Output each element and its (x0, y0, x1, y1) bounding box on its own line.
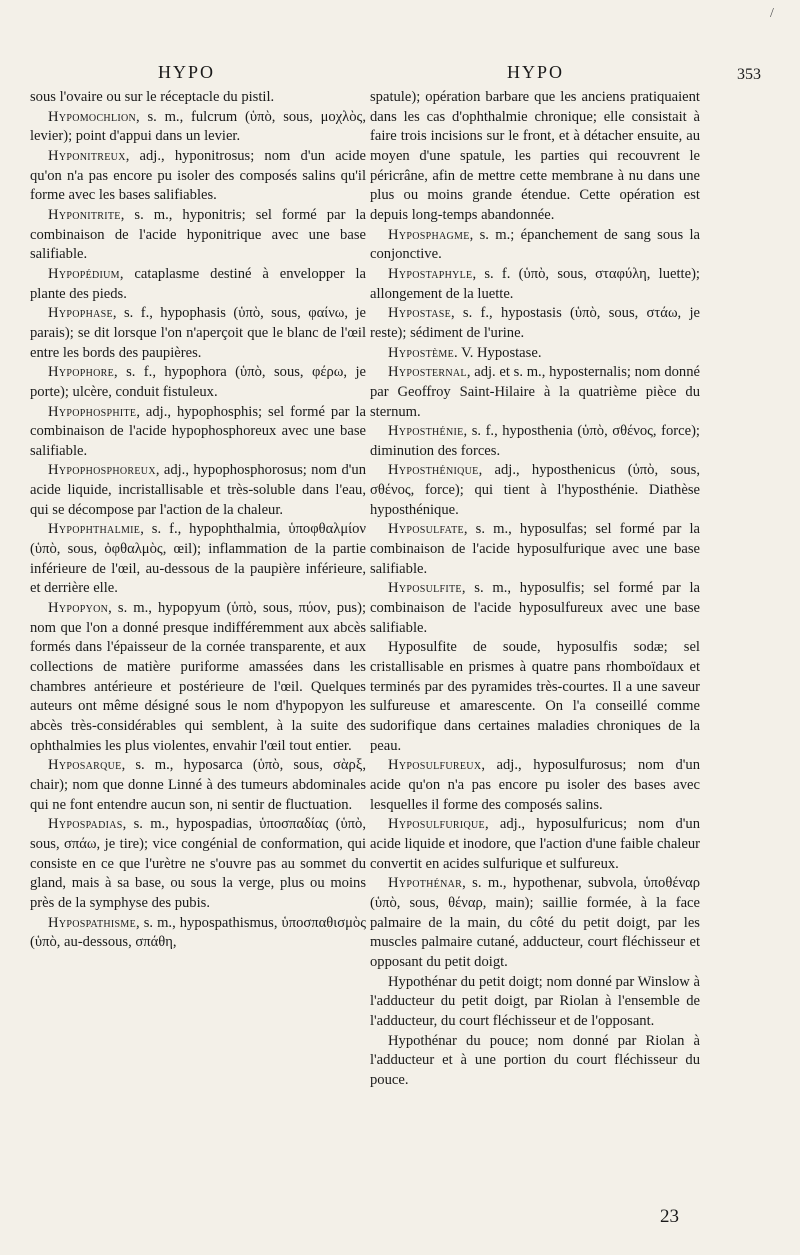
entry-text: sous l'ovaire ou sur le réceptacle du pistil. (30, 89, 275, 105)
dictionary-entry (370, 874, 700, 972)
dictionary-entry (370, 815, 700, 874)
dictionary-entry (30, 265, 366, 304)
entry-text: , s. m., hyposarca (ὑπὸ, sous, σὰρξ, chair); nom que donne Linné à des tumeurs abdominales qui ne font entendre aucun son, ni sentir de fluctuation. (30, 757, 366, 813)
entry-text: , s. f., hypophasis (ὑπὸ, sous, φαίνω, je parais); se dit lorsque l'on n'aperçoit que le blanc de l'œil entre les bords des paupières. (30, 305, 366, 361)
entry-text: , adj., hyposulfuricus; nom d'un acide liquide et inodore, que l'action d'une faible chaleur convertit en acides sulfurique et sulfureux. (370, 816, 700, 872)
dictionary-entry (370, 422, 700, 461)
entry-text: Hypothénar du pouce; nom donné par Riolan à l'adducteur et à une portion du court fléchisseur du pouce. (370, 1032, 700, 1088)
entry-headword: Hypophore (48, 364, 115, 381)
dictionary-entry (370, 344, 700, 364)
dictionary-entry (30, 599, 366, 756)
left-column (30, 88, 366, 953)
dictionary-entry (30, 206, 366, 265)
corner-mark: / (770, 6, 774, 21)
dictionary-entry (30, 108, 366, 147)
dictionary-entry (30, 461, 366, 520)
entry-headword: Hypomochlion (48, 108, 137, 125)
dictionary-entry (30, 520, 366, 599)
dictionary-entry (30, 403, 366, 462)
dictionary-entry (370, 265, 700, 304)
entry-text: , adj., hyponitrosus; nom d'un acide qu'on n'a pas encore pu isoler des composés salins qu'il forme avec les bases salifiables. (30, 147, 366, 204)
entry-headword: Hyponitreux (48, 147, 126, 164)
entry-text: , adj. et s. m., hyposternalis; nom donné par Geoffroy Saint-Hilaire à la quatrième pièce du sternum. (370, 364, 700, 420)
entry-text: Hyposulfite de soude, hyposulfis sodæ; sel cristallisable en prismes à quatre pans rhomboïdaux et terminés par des pyramides très-courtes. Il a une saveur sulfureuse et amarescente. On l'a conseillé comme sudorifique dans certaines maladies chroniques de la peau. (370, 639, 700, 754)
entry-text: , cataplasme destiné à envelopper la plante des pieds. (30, 265, 366, 302)
entry-headword: Hypothénar (388, 875, 463, 892)
entry-text: , s. m., hypopyum (ὑπὸ, sous, πύον, pus); nom que l'on a donné presque indifféremment aux abcès formés dans l'épaisseur de la cornée transparente, et aux collections de matière puriforme amassées dans les chambres antérieure et postérieure de l'œil. Quelques auteurs ont même désigné sous le nom d'hypopyon les abcès très-considérables qui semblent, à la suite des ophthalmies les plus violentes, envahir l'œil tout entier. (30, 600, 366, 754)
entry-headword: Hypostase (388, 305, 452, 322)
running-head-right: HYPO (507, 62, 565, 82)
dictionary-entry (370, 638, 700, 756)
entry-headword: Hyponitrite (48, 206, 121, 223)
dictionary-entry (30, 914, 366, 953)
entry-headword: Hyposulfureux (388, 757, 482, 774)
dictionary-entry (370, 226, 700, 265)
dictionary-entry (30, 304, 366, 363)
entry-text: Hypothénar du petit doigt; nom donné par Winslow à l'adducteur du petit doigt, par Riolan à l'ensemble de l'adducteur, du court fléchisseur et de l'opposant. (370, 973, 700, 1029)
entry-text: , s. m., hypothenar, subvola, ὑποθέναρ (ὑπὸ, sous, θέναρ, main); saillie formée, à la face palmaire de la main, du côté du petit doigt, par les muscles palmaire cutané, adducteur, court fléchisseur et opposant du petit doigt. (370, 875, 700, 970)
entry-headword: Hyposulfate (388, 521, 464, 538)
running-head-left: HYPO (158, 62, 216, 82)
entry-headword: Hyposarque (48, 757, 122, 774)
dictionary-entry (370, 756, 700, 815)
entry-headword: Hyposulfite (388, 580, 462, 597)
entry-text: spatule); opération barbare que les anciens pratiquaient dans les cas d'ophthalmie chronique; elle consistait à faire trois incisions sur le front, et à détacher ensuite, au moyen d'une spatule, les parties qui recouvrent le péricrâne, afin de mettre cette membrane à nu dans une plus ou moins grande étendue. Cette opération est depuis long-temps abandonnée. (370, 89, 700, 223)
entry-text: , adj., hypophosphis; sel formé par la combinaison de l'acide hypophosphoreux avec une base salifiable. (30, 403, 366, 459)
entry-text: , s. m., hyposulfas; sel formé par la combinaison de l'acide hyposulfurique avec une base salifiable. (370, 521, 700, 577)
dictionary-entry (30, 756, 366, 815)
entry-text: , s. m., hypospadias, ὑποσπαδίας (ὑπὸ, sous, σπάω, je tire); vice congénial de conformation, qui consiste en ce que l'urètre ne s'ouvre pas au sommet du gland, mais à sa base, ou sous la verge, plus ou moins près de la symphyse des pubis. (30, 816, 366, 911)
entry-headword: Hypospadias (48, 816, 123, 833)
entry-text: , s. f., hyposthenia (ὑπὸ, σθένος, force); diminution des forces. (370, 423, 700, 459)
entry-headword: Hypopédium (48, 265, 120, 282)
dictionary-entry (370, 520, 700, 579)
entry-headword: Hypophosphite (48, 403, 137, 420)
dictionary-entry (370, 88, 700, 226)
entry-text: . V. Hypostase. (454, 344, 542, 361)
entry-headword: Hyposphagme (388, 226, 470, 243)
dictionary-entry (30, 815, 366, 913)
entry-headword: Hyposthénie (388, 423, 464, 440)
dictionary-entry (30, 363, 366, 402)
entry-text: , s. f., hypostasis (ὑπὸ, sous, στάω, je reste); sédiment de l'urine. (370, 305, 700, 341)
entry-text: , s. f., hypophora (ὑπὸ, sous, φέρω, je porte); ulcère, conduit fistuleux. (30, 364, 366, 400)
entry-headword: Hypopyon (48, 600, 109, 617)
entry-headword: Hypostème (388, 344, 455, 361)
dictionary-entry (370, 363, 700, 422)
entry-text: , adj., hypophosphorosus; nom d'un acide liquide, incristallisable et très-soluble dans l'eau, qui se décompose par l'action de la chaleur. (30, 462, 366, 518)
entry-headword: Hyposthénique (388, 462, 479, 479)
dictionary-entry (370, 1032, 700, 1091)
dictionary-entry (30, 88, 366, 108)
signature-mark: 23 (660, 1206, 679, 1227)
dictionary-entry (370, 579, 700, 638)
entry-text: , s. m., hypospathismus, ὑποσπαθισμὸς (ὑπὸ, au-dessous, σπάθη, (30, 914, 366, 951)
entry-text: , s. m., fulcrum (ὑπὸ, sous, μοχλὸς, levier); point d'appui dans un levier. (30, 108, 366, 145)
page-number: 353 (737, 66, 761, 83)
entry-text: , adj., hyposthenicus (ὑπὸ, sous, σθένος, force); qui tient à l'hyposthénie. Diathèse hyposthénique. (370, 462, 700, 518)
dictionary-entry (30, 147, 366, 206)
dictionary-entry (370, 461, 700, 520)
entry-headword: Hypophosphoreux (48, 462, 156, 479)
right-column (370, 88, 700, 1090)
entry-text: , s. m.; épanchement de sang sous la conjonctive. (370, 226, 700, 263)
entry-headword: Hypophase (48, 305, 113, 322)
entry-text: , s. m., hyposulfis; sel formé par la combinaison de l'acide hyposulfureux avec une base salifiable. (370, 580, 700, 636)
entry-headword: Hyposternal (388, 364, 467, 381)
dictionary-entry (370, 304, 700, 343)
dictionary-entry (370, 973, 700, 1032)
entry-text: , s. m., hyponitris; sel formé par la combinaison de l'acide hyponitrique avec une base salifiable. (30, 206, 366, 263)
entry-headword: Hyposulfurique (388, 816, 485, 833)
entry-text: , s. f. (ὑπὸ, sous, σταφύλη, luette); allongement de la luette. (370, 265, 700, 302)
entry-text: , s. f., hypophthalmia, ὑποφθαλμίον (ὑπὸ, sous, ὀφθαλμὸς, œil); inflammation de la partie inférieure de l'œil, au-dessous de la paupière inférieure, et derrière elle. (30, 521, 366, 597)
entry-headword: Hypophthalmie (48, 521, 141, 538)
entry-headword: Hypostaphyle (388, 265, 473, 282)
entry-text: , adj., hyposulfurosus; nom d'un acide qu'on n'a pas encore pu isoler des bases avec lesquelles il forme des composés salins. (370, 757, 700, 813)
entry-headword: Hypospathisme (48, 914, 136, 931)
